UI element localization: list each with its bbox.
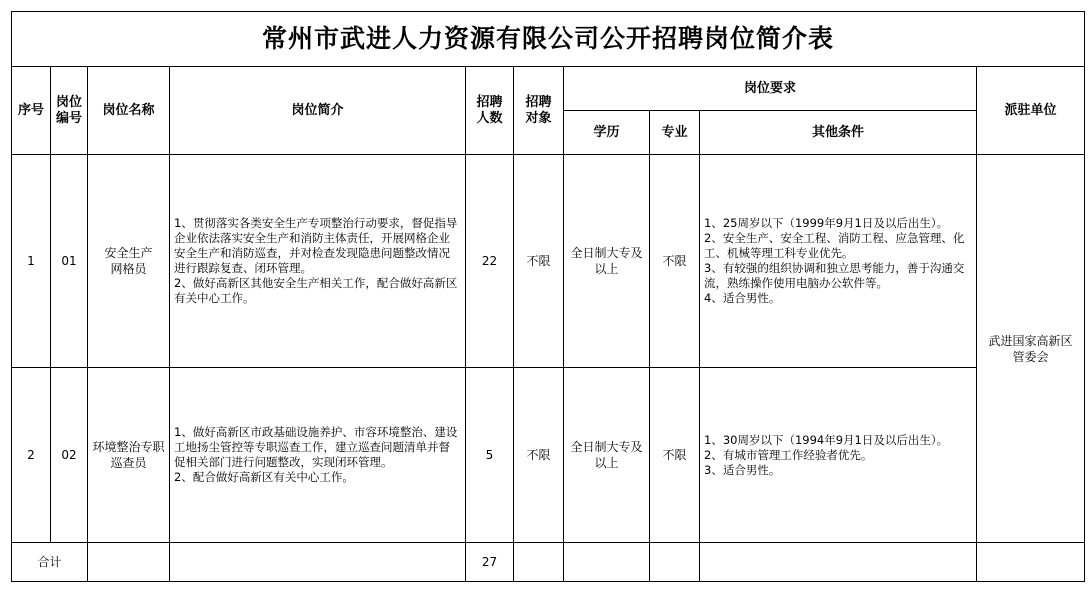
header-count: 招聘 人数 <box>466 67 514 155</box>
row-target: 不限 <box>514 155 564 368</box>
header-seq: 序号 <box>12 67 51 155</box>
row-count: 5 <box>466 368 514 543</box>
header-intro: 岗位简介 <box>170 67 466 155</box>
total-count: 27 <box>466 543 514 582</box>
text-line: 3、有较强的组织协调和独立思考能力，善于沟通交流，熟练操作使用电脑办公软件等。 <box>704 261 965 290</box>
row-count: 22 <box>466 155 514 368</box>
text-line: 2、安全生产、安全工程、消防工程、应急管理、化工、机械等理工科专业优先。 <box>704 231 965 260</box>
header-requirements: 岗位要求 <box>564 67 977 111</box>
text-line: 3、适合男性。 <box>704 462 781 477</box>
row-intro <box>170 155 466 368</box>
table-row <box>12 155 1085 368</box>
dispatch-unit: 武进国家高新区 管委会 <box>977 155 1085 543</box>
row-target: 不限 <box>514 368 564 543</box>
text-line: 1、30周岁以下（1994年9月1日及以后出生）。 <box>704 432 949 447</box>
row-other <box>700 155 977 368</box>
row-name: 环境整治专职 巡查员 <box>88 368 170 543</box>
row-name: 安全生产 网格员 <box>88 155 170 368</box>
header-code: 岗位 编号 <box>51 67 88 155</box>
total-label: 合计 <box>12 543 88 582</box>
row-seq: 1 <box>12 155 51 368</box>
header-unit: 派驻单位 <box>977 67 1085 155</box>
page-title: 常州市武进人力资源有限公司公开招聘岗位简介表 <box>12 12 1085 67</box>
recruitment-table <box>11 11 1085 582</box>
text-line: 2、有城市管理工作经验者优先。 <box>704 447 873 462</box>
row-major: 不限 <box>650 155 700 368</box>
row-other <box>700 368 977 543</box>
header-major: 专业 <box>650 111 700 155</box>
text-line: 1、做好高新区市政基础设施养护、市容环境整治、建设工地扬尘管控等专职巡查工作，建立巡查问题清单并督促相关部门进行问题整改，实现闭环管理。 <box>174 425 458 469</box>
header-other: 其他条件 <box>700 111 977 155</box>
row-education: 全日制大专及 以上 <box>564 368 650 543</box>
row-code: 02 <box>51 368 88 543</box>
text-line: 4、适合男性。 <box>704 291 781 305</box>
text-line: 2、配合做好高新区有关中心工作。 <box>174 470 354 484</box>
total-row <box>12 543 1085 582</box>
header-target: 招聘 对象 <box>514 67 564 155</box>
row-intro <box>170 368 466 543</box>
table-row <box>12 368 1085 543</box>
header-education: 学历 <box>564 111 650 155</box>
row-seq: 2 <box>12 368 51 543</box>
row-code: 01 <box>51 155 88 368</box>
text-line: 1、贯彻落实各类安全生产专项整治行动要求，督促指导企业依法落实安全生产和消防主体责任，开展网格企业安全生产和消防巡查，并对检查发现隐患问题整改情况进行跟踪复查、闭环管理。 <box>174 216 458 275</box>
row-education: 全日制大专及 以上 <box>564 155 650 368</box>
row-major: 不限 <box>650 368 700 543</box>
text-line: 2、做好高新区其他安全生产相关工作，配合做好高新区有关中心工作。 <box>174 276 458 305</box>
text-line: 1、25周岁以下（1999年9月1日及以后出生）。 <box>704 216 949 230</box>
header-name: 岗位名称 <box>88 67 170 155</box>
